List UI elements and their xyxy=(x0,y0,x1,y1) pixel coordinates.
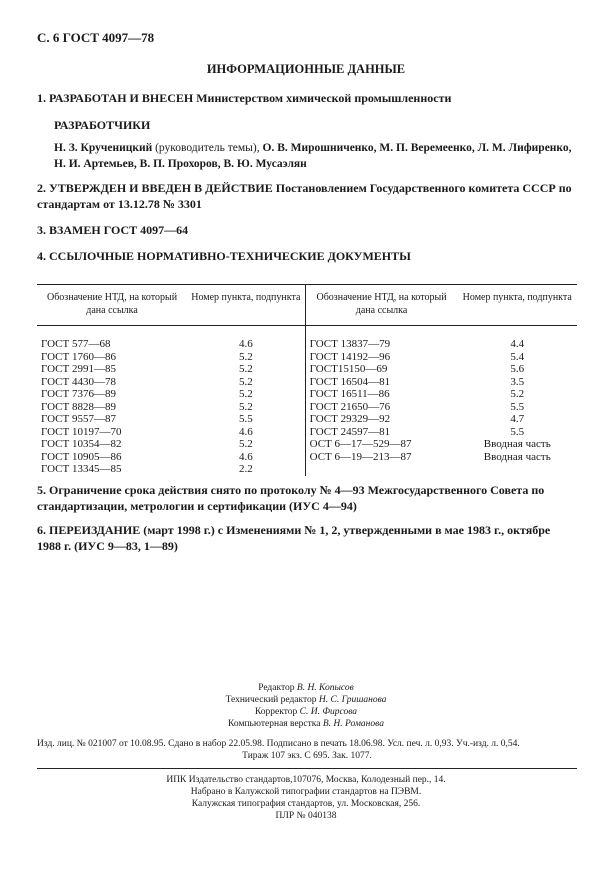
table-row xyxy=(37,363,577,376)
publisher-footer xyxy=(0,774,612,822)
ref-doc-left: ГОСТ 10905—86 xyxy=(41,450,122,463)
ref-item-right: 4.4 xyxy=(510,338,525,350)
section-4: 4. ССЫЛОЧНЫЕ НОРМАТИВНО-ТЕХНИЧЕСКИЕ ДОКУМЕНТЫ xyxy=(37,249,411,263)
table-row xyxy=(37,413,577,426)
staff-line xyxy=(0,718,612,730)
imprint-line-2: Тираж 107 экз. С 695. Зак. 1077. xyxy=(242,751,372,761)
footer-line: ПЛР № 040138 xyxy=(275,811,337,821)
developer-lead: Н. З. Крученицкий xyxy=(54,142,153,154)
ref-doc-left: ГОСТ 9557—87 xyxy=(41,413,116,425)
col-item-left: Номер пункта, подпункта xyxy=(187,285,305,326)
table-row xyxy=(37,438,577,451)
ref-item-right: 5.5 xyxy=(510,400,525,413)
ref-item-left: 5.2 xyxy=(238,388,253,400)
ref-doc-right: ГОСТ 14192—96 xyxy=(305,351,457,364)
ref-doc-right: ГОСТ 29329—92 xyxy=(305,413,457,426)
staff-role: Корректор xyxy=(254,707,300,717)
ref-doc-right: ОСТ 6—17—529—87 xyxy=(305,438,457,451)
ref-item-left: 5.2 xyxy=(238,400,253,413)
imprint xyxy=(37,738,577,762)
ref-item-left: 4.6 xyxy=(238,425,253,438)
footer-line: Калужская типография стандартов, ул. Московская, 256. xyxy=(191,799,421,809)
ref-item-right: Вводная часть xyxy=(483,438,551,450)
section-2-heading: 2. УТВЕРЖДЕН И ВВЕДЕН В ДЕЙСТВИЕ xyxy=(37,181,273,195)
developers-heading: РАЗРАБОТЧИКИ xyxy=(54,118,151,132)
ref-doc-right: ГОСТ15150—69 xyxy=(305,363,457,376)
ref-item-left: 5.2 xyxy=(238,350,253,363)
section-1 xyxy=(37,90,451,106)
ref-item-right: 3.5 xyxy=(510,375,525,388)
section-2 xyxy=(37,180,577,212)
ref-doc-right xyxy=(305,463,457,476)
section-1-text: Министерством химической промышленности xyxy=(193,91,452,105)
developer-lead-role: (руководитель темы), xyxy=(152,142,263,154)
ref-item-right: 5.4 xyxy=(510,350,525,363)
table-header-row xyxy=(37,285,577,326)
ref-doc-right: ГОСТ 16504—81 xyxy=(305,376,457,389)
section-5: 5. Ограничение срока действия снято по протоколу № 4—93 Межгосударственного Совета по стандартизации, метрологии и сертификации (ИУС 4—94) xyxy=(37,483,545,513)
col-doc-left: Обозначение НТД, на который дана ссылка xyxy=(37,285,187,326)
col-item-right: Номер пункта, подпункта xyxy=(458,285,578,326)
staff-line xyxy=(0,706,612,718)
section-3: 3. ВЗАМЕН ГОСТ 4097—64 xyxy=(37,223,189,237)
section-2-text: Постановлением Государственного комитета СССР по стандартам от 13.12.78 № 3301 xyxy=(37,181,572,211)
ref-item-left: 4.6 xyxy=(238,338,253,350)
ref-doc-right: ГОСТ 24597—81 xyxy=(305,426,457,439)
table-row xyxy=(37,376,577,389)
section-6 xyxy=(37,522,577,554)
developers-rest: О. В. Мирошниченко, М. П. Веремеенко, Л. М. Лифиренко, Н. И. Артемьев, В. П. Прохоров, В. Ю. Мусаэлян xyxy=(54,142,572,170)
section-1-heading: 1. РАЗРАБОТАН И ВНЕСЕН xyxy=(37,91,194,105)
ref-doc-left: ГОСТ 8828—89 xyxy=(41,400,116,413)
table-row xyxy=(37,463,577,476)
ref-doc-left: ГОСТ 10354—82 xyxy=(41,438,122,450)
ref-item-right: Вводная часть xyxy=(483,450,551,463)
ref-doc-right: ГОСТ 13837—79 xyxy=(305,326,457,351)
ref-doc-left: ГОСТ 2991—85 xyxy=(41,363,116,375)
ref-doc-right: ГОСТ 21650—76 xyxy=(305,401,457,414)
ref-item-right: 5.5 xyxy=(510,425,525,438)
table-row xyxy=(37,388,577,401)
page-header: С. 6 ГОСТ 4097—78 xyxy=(37,30,155,45)
ref-item-left: 5.5 xyxy=(238,413,253,425)
table-body xyxy=(37,326,577,476)
ref-doc-right: ГОСТ 16511—86 xyxy=(305,388,457,401)
col-doc-right: Обозначение НТД, на который дана ссылка xyxy=(305,285,457,326)
table-row xyxy=(37,326,577,351)
ref-item-right xyxy=(458,463,578,476)
ref-doc-left: ГОСТ 1760—86 xyxy=(41,350,116,363)
editorial-staff xyxy=(0,682,612,730)
ref-item-right: 5.2 xyxy=(510,388,525,400)
table-row xyxy=(37,351,577,364)
ref-item-left: 5.2 xyxy=(238,363,253,375)
ref-doc-left: ГОСТ 10197—70 xyxy=(41,425,122,438)
section-6-text: (март 1998 г.) с Изменениями № 1, 2, утвержденными в мае 1983 г., октябре 1988 г. (ИУС 9—83, 1—89) xyxy=(37,523,551,553)
staff-role: Технический редактор xyxy=(225,695,319,705)
ref-item-left: 5.2 xyxy=(238,375,253,388)
footer-line: ИПК Издательство стандартов,107076, Москва, Колодезный пер., 14. xyxy=(166,775,446,785)
ref-doc-left: ГОСТ 577—68 xyxy=(41,338,111,350)
ref-doc-left: ГОСТ 4430—78 xyxy=(41,375,116,388)
ref-item-left: 4.6 xyxy=(238,450,253,463)
table-row xyxy=(37,401,577,414)
staff-line xyxy=(0,682,612,694)
staff-line xyxy=(0,694,612,706)
staff-name: В. Н. Романова xyxy=(322,719,384,729)
staff-name: В. Н. Копысов xyxy=(296,683,354,693)
ref-item-right: 5.6 xyxy=(510,363,525,375)
ref-doc-left: ГОСТ 13345—85 xyxy=(41,463,122,475)
ref-item-right: 4.7 xyxy=(510,413,525,425)
staff-role: Редактор xyxy=(258,683,297,693)
ref-doc-left: ГОСТ 7376—89 xyxy=(41,388,116,400)
ref-doc-right: ОСТ 6—19—213—87 xyxy=(305,451,457,464)
ref-item-left: 2.2 xyxy=(238,463,253,475)
developers-list xyxy=(54,140,574,172)
staff-name: Н. С. Гришанова xyxy=(318,695,387,705)
imprint-line-1: Изд. лиц. № 021007 от 10.08.95. Сдано в набор 22.05.98. Подписано в печать 18.06.98. Усл. печ. л. 0,93. Уч.-изд. л. 0,54. xyxy=(37,739,520,749)
staff-role: Компьютерная верстка xyxy=(228,719,323,729)
section-6-heading: 6. ПЕРЕИЗДАНИЕ xyxy=(37,523,141,537)
table-row xyxy=(37,426,577,439)
staff-name: С. И. Фирсова xyxy=(299,707,358,717)
footer-divider xyxy=(37,768,577,769)
table-row xyxy=(37,451,577,464)
ref-item-left: 5.2 xyxy=(238,438,253,450)
footer-line: Набрано в Калужской типографии стандартов на ПЭВМ. xyxy=(190,787,422,797)
document-title: ИНФОРМАЦИОННЫЕ ДАННЫЕ xyxy=(206,62,406,76)
reference-documents-table xyxy=(37,284,577,476)
